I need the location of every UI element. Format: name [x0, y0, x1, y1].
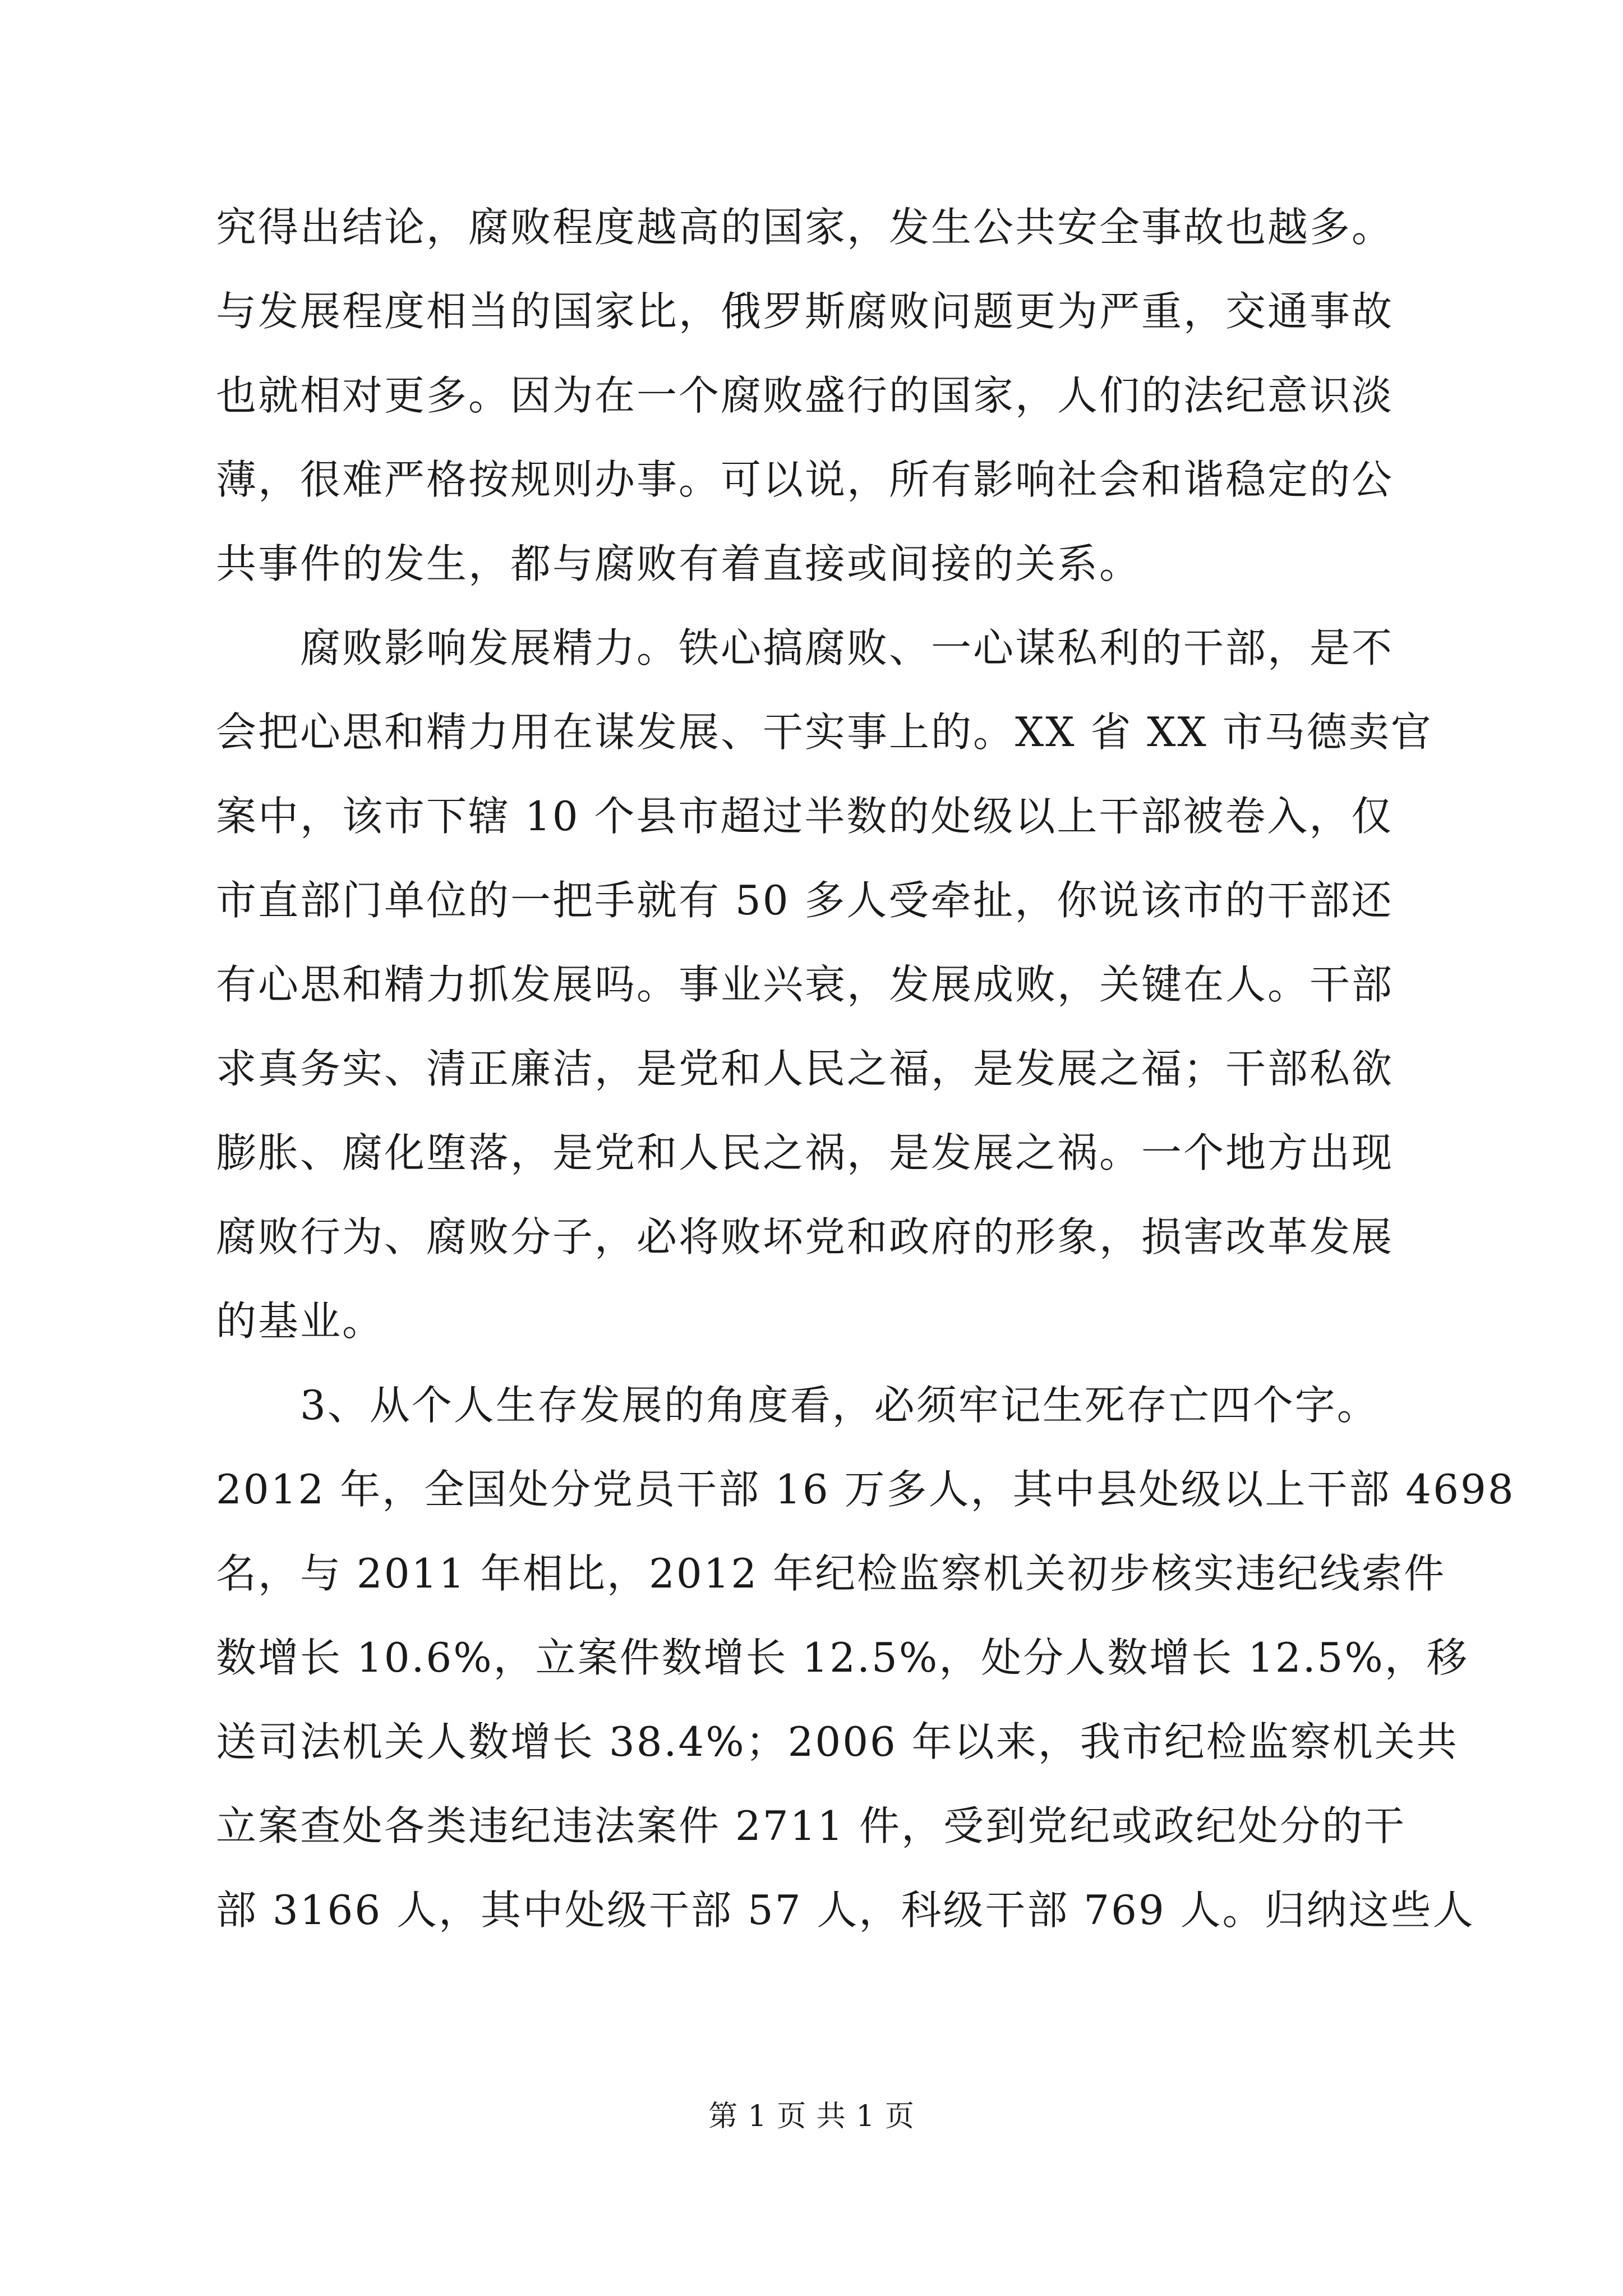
text-line: 膨胀、腐化堕落，是党和人民之祸，是发展之祸。一个地方出现 — [216, 1129, 1394, 1176]
text-line: 案中，该市下辖 10 个县市超过半数的处级以上干部被卷入，仅 — [216, 793, 1394, 840]
text-line: 会把心思和精力用在谋发展、干实事上的。XX 省 XX 市马德卖官 — [216, 708, 1433, 756]
text-line: 名，与 2011 年相比，2012 年纪检监察机关初步核实违纪线索件 — [216, 1550, 1446, 1597]
text-line: 究得出结论，腐败程度越高的国家，发生公共安全事故也越多。 — [216, 204, 1394, 251]
text-line: 的基业。 — [216, 1297, 385, 1345]
page-footer: 第 1 页 共 1 页 — [708, 2100, 915, 2133]
text-line: 腐败行为、腐败分子，必将败坏党和政府的形象，损害改革发展 — [216, 1213, 1394, 1260]
text-line: 市直部门单位的一把手就有 50 多人受牵扯，你说该市的干部还 — [216, 877, 1394, 924]
text-line: 求真务实、清正廉洁，是党和人民之福，是发展之福；干部私欲 — [216, 1045, 1394, 1092]
paragraph-start-line: 腐败影响发展精力。铁心搞腐败、一心谋私利的干部，是不 — [300, 624, 1394, 671]
text-line: 薄，很难严格按规则办事。可以说，所有影响社会和谐稳定的公 — [216, 456, 1394, 503]
text-line: 立案查处各类违纪违法案件 2711 件，受到党纪或政纪处分的干 — [216, 1802, 1407, 1849]
text-line: 共事件的发生，都与腐败有着直接或间接的关系。 — [216, 540, 1142, 587]
text-line: 数增长 10.6%，立案件数增长 12.5%，处分人数增长 12.5%，移 — [216, 1634, 1469, 1681]
section-heading-line: 3、从个人生存发展的角度看，必须牢记生死存亡四个字。 — [300, 1382, 1379, 1429]
text-line: 送司法机关人数增长 38.4%；2006 年以来，我市纪检监察机关共 — [216, 1718, 1459, 1765]
text-line: 有心思和精力抓发展吗。事业兴衰，发展成败，关键在人。干部 — [216, 961, 1394, 1008]
text-line: 部 3166 人，其中处级干部 57 人，科级干部 769 人。归纳这些人 — [216, 1887, 1475, 1934]
text-line: 2012 年，全国处分党员干部 16 万多人，其中县处级以上干部 4698 — [216, 1466, 1515, 1513]
text-line: 与发展程度相当的国家比，俄罗斯腐败问题更为严重，交通事故 — [216, 288, 1394, 335]
text-line: 也就相对更多。因为在一个腐败盛行的国家，人们的法纪意识淡 — [216, 372, 1394, 419]
